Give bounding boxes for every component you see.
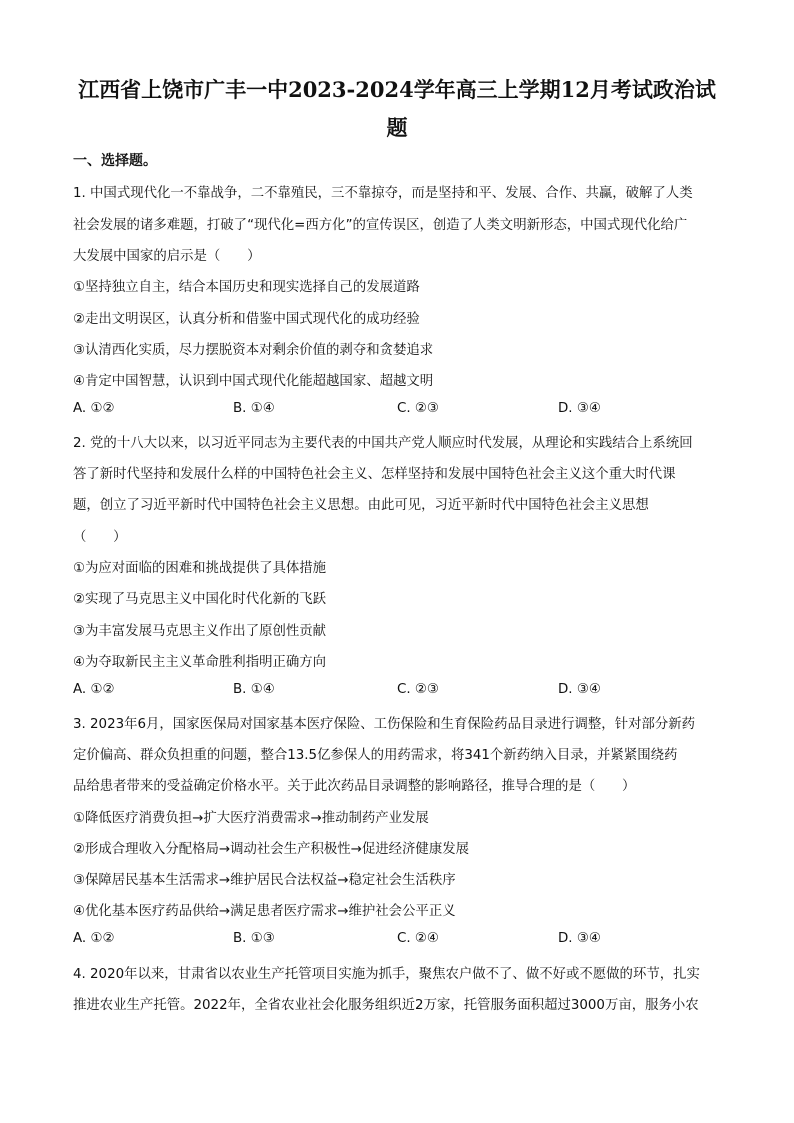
statement-item: ②走出文明误区，认真分析和借鉴中国式现代化的成功经验: [73, 312, 420, 327]
page-title-line-2: 题: [386, 115, 408, 140]
answer-option-c: C. ②③: [397, 682, 439, 697]
answer-option-b: B. ①④: [233, 401, 275, 416]
statement-item: ①降低医疗消费负担→扩大医疗消费需求→推动制药产业发展: [73, 811, 429, 826]
section-heading: 一、选择题。: [73, 153, 157, 169]
statement-item: ②形成合理收入分配格局→调动社会生产积极性→促进经济健康发展: [73, 842, 469, 857]
answer-option-a: A. ①②: [73, 401, 115, 416]
question-stem-line: 定价偏高、群众负担重的问题，整合13.5亿参保人的用药需求，将341个新药纳入目录，并紧紧围绕药: [73, 748, 678, 763]
question-stem-line: 社会发展的诸多难题，打破了“现代化=西方化”的宣传误区，创造了人类文明新形态，中国式现代化给广: [73, 218, 688, 233]
answer-option-c: C. ②④: [397, 931, 439, 946]
question-stem-line: （ ）: [73, 530, 127, 545]
answer-option-a: A. ①②: [73, 682, 115, 697]
statement-item: ①为应对面临的困难和挑战提供了具体措施: [73, 561, 327, 576]
question-stem-line: 大发展中国家的启示是（ ）: [73, 249, 261, 264]
statement-item: ③保障居民基本生活需求→维护居民合法权益→稳定社会生活秩序: [73, 873, 456, 888]
question-stem-line: 题，创立了习近平新时代中国特色社会主义思想。由此可见，习近平新时代中国特色社会主义思想: [73, 498, 649, 513]
question-stem-line: 2. 党的十八大以来，以习近平同志为主要代表的中国共产党人顺应时代发展，从理论和实践结合上系统回: [73, 436, 693, 451]
question-stem-line: 3. 2023年6月，国家医保局对国家基本医疗保险、工伤保险和生育保险药品目录进行调整，针对部分新药: [73, 717, 696, 732]
question-stem-line: 4. 2020年以来，甘肃省以农业生产托管项目实施为抓手，聚焦农户做不了、做不好或不愿做的环节，扎实: [73, 967, 700, 982]
statement-item: ②实现了马克思主义中国化时代化新的飞跃: [73, 592, 327, 607]
answer-option-b: B. ①③: [233, 931, 275, 946]
question-stem-line: 推进农业生产托管。2022年，全省农业社会化服务组织近2万家，托管服务面积超过3000万亩，服务小农: [73, 998, 699, 1013]
statement-item: ③为丰富发展马克思主义作出了原创性贡献: [73, 624, 327, 639]
statement-item: ④肯定中国智慧，认识到中国式现代化能超越国家、超越文明: [73, 374, 434, 389]
answer-option-b: B. ①④: [233, 682, 275, 697]
question-stem-line: 1. 中国式现代化一不靠战争，二不靠殖民，三不靠掠夺，而是坚持和平、发展、合作、共赢，破解了人类: [73, 186, 693, 201]
answer-option-d: D. ③④: [558, 931, 601, 946]
answer-option-a: A. ①②: [73, 931, 115, 946]
answer-option-c: C. ②③: [397, 401, 439, 416]
question-stem-line: 品给患者带来的受益确定价格水平。关于此次药品目录调整的影响路径，推导合理的是（ ）: [73, 779, 636, 794]
page-title-line-1: 江西省上饶市广丰一中2023-2024学年高三上学期12月考试政治试: [78, 77, 716, 102]
statement-item: ③认清西化实质，尽力摆脱资本对剩余价值的剥夺和贪婪追求: [73, 343, 434, 358]
statement-item: ①坚持独立自主，结合本国历史和现实选择自己的发展道路: [73, 280, 420, 295]
statement-item: ④优化基本医疗药品供给→满足患者医疗需求→维护社会公平正义: [73, 904, 456, 919]
answer-option-d: D. ③④: [558, 401, 601, 416]
answer-option-d: D. ③④: [558, 682, 601, 697]
question-stem-line: 答了新时代坚持和发展什么样的中国特色社会主义、怎样坚持和发展中国特色社会主义这个重大时代课: [73, 467, 676, 482]
statement-item: ④为夺取新民主主义革命胜利指明正确方向: [73, 655, 327, 670]
